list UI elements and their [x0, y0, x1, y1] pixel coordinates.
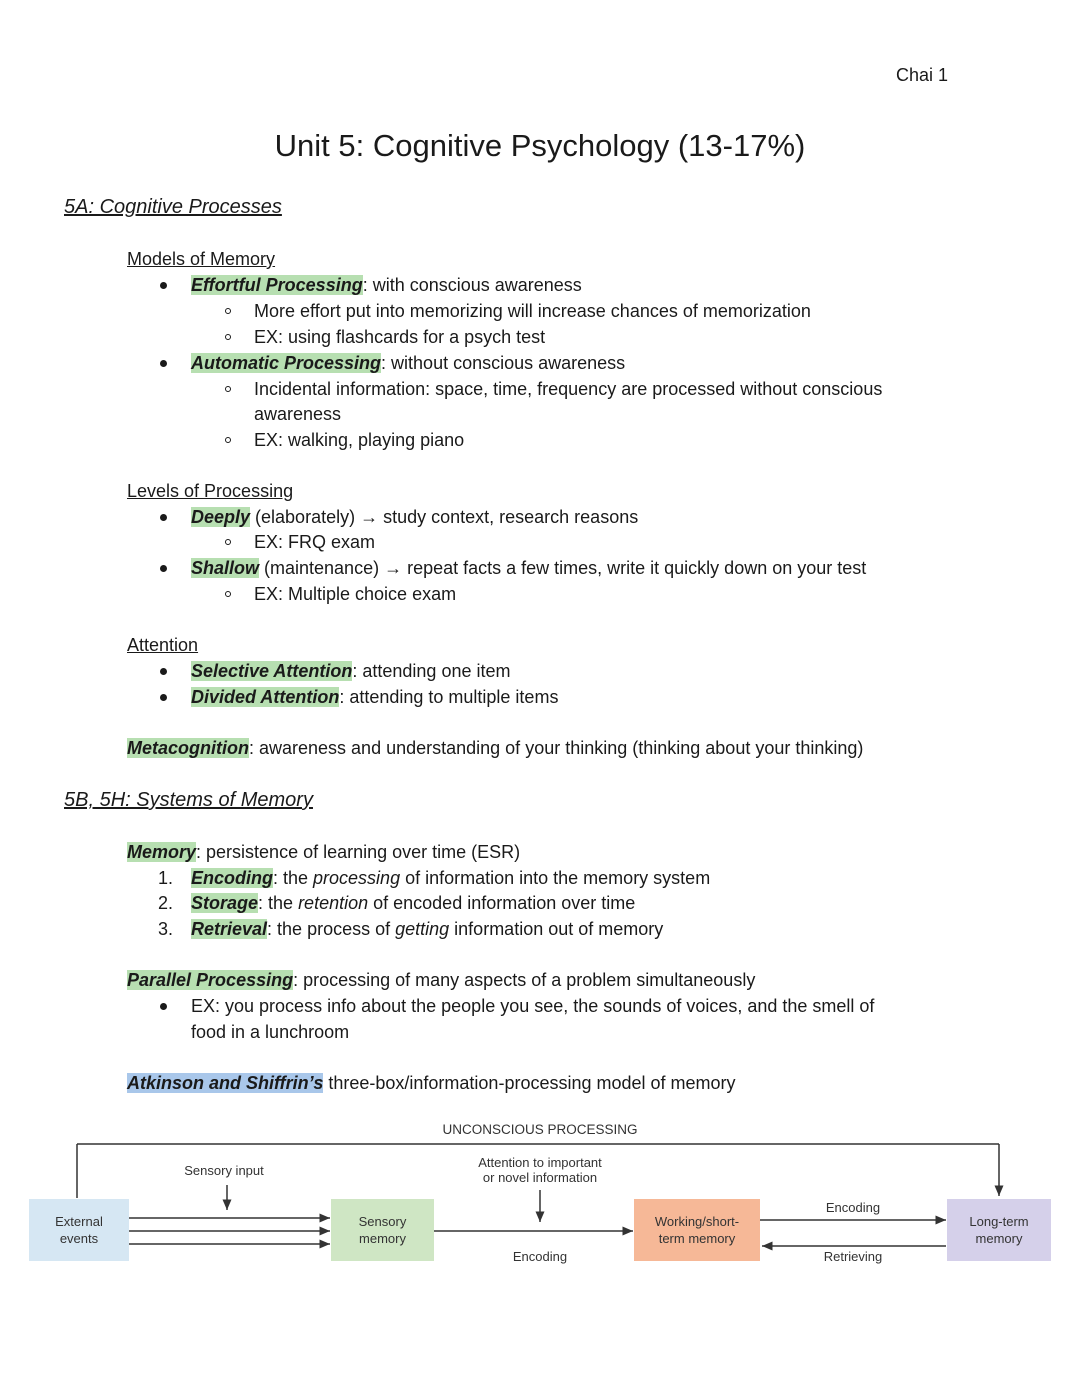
- sensory-memory-box: [331, 1199, 434, 1261]
- long-term-memory-box: [947, 1199, 1051, 1261]
- sub-bullet: [225, 437, 231, 443]
- unconscious-processing-label: UNCONSCIOUS PROCESSING: [442, 1122, 638, 1137]
- automatic-processing-item: [191, 353, 625, 374]
- storage-step: [191, 893, 635, 914]
- page-title: Unit 5: Cognitive Psychology (13-17%): [274, 128, 806, 163]
- automatic-processing-term: Automatic Processing: [191, 353, 382, 373]
- memory-model-diagram: [0, 1110, 1080, 1290]
- effortful-sub-2: EX: using flashcards for a psych test: [254, 327, 546, 347]
- deeply-term: Deeply: [191, 507, 251, 527]
- shallow-term: Shallow: [191, 558, 260, 578]
- automatic-sub-1-line-1: Incidental information: space, time, frequency are processed without conscious: [254, 379, 883, 399]
- sensory-input-label: Sensory input: [184, 1163, 264, 1178]
- bullet: [160, 668, 167, 675]
- shallow-item: [191, 558, 866, 579]
- storage-ital: retention: [298, 893, 369, 913]
- effortful-processing-def: : with conscious awareness: [362, 275, 582, 295]
- memory-def: : persistence of learning over time (ESR): [196, 842, 521, 862]
- divided-attention-def: : attending to multiple items: [339, 687, 559, 707]
- encoding-top-label: Encoding: [825, 1200, 881, 1215]
- retrieval-ital: getting: [395, 919, 450, 939]
- bullet: [160, 282, 167, 289]
- section-heading-5b: 5B, 5H: Systems of Memory: [64, 789, 313, 811]
- bullet: [160, 1003, 167, 1010]
- bullet: [160, 360, 167, 367]
- storage-post: of encoded information over time: [368, 893, 636, 913]
- metacognition-term: Metacognition: [127, 738, 249, 758]
- models-of-memory-heading: Models of Memory: [127, 249, 276, 269]
- sub-bullet: [225, 539, 231, 545]
- divided-attention-item: [191, 687, 558, 708]
- metacognition-item: [127, 738, 863, 759]
- parallel-processing-item: [127, 970, 755, 991]
- retrieval-pre: : the process of: [267, 919, 396, 939]
- deeply-item: [191, 507, 638, 528]
- encoding-post: of information into the memory system: [400, 868, 711, 888]
- attention-label: Attention to important or novel information: [478, 1155, 602, 1185]
- encoding-term: Encoding: [191, 868, 273, 888]
- page-number-label: Chai 1: [896, 65, 949, 85]
- attention-heading: Attention: [127, 635, 199, 655]
- parallel-processing-def: : processing of many aspects of a problem simultaneously: [293, 970, 756, 990]
- encoding-step: [191, 868, 710, 889]
- working-memory-label: Working/short- term memory: [654, 1214, 740, 1246]
- automatic-sub-1-line-2: awareness: [254, 404, 342, 424]
- metacognition-def: : awareness and understanding of your thinking (thinking about your thinking): [249, 738, 864, 758]
- encoding-ital: processing: [313, 868, 401, 888]
- sub-bullet: [225, 591, 231, 597]
- atkinson-shiffrin-term: Atkinson and Shiffrin’s: [127, 1073, 324, 1093]
- bullet: [160, 514, 167, 521]
- long-term-memory-label: Long-term memory: [969, 1214, 1029, 1246]
- parallel-example-line-1: EX: you process info about the people you see, the sounds of voices, and the smell of: [191, 996, 875, 1016]
- sensory-memory-label: Sensory memory: [358, 1214, 407, 1246]
- parallel-processing-term: Parallel Processing: [127, 970, 294, 990]
- selective-attention-def: : attending one item: [352, 661, 511, 681]
- external-events-box: [29, 1199, 129, 1261]
- retrieval-term: Retrieval: [191, 919, 268, 939]
- encoding-pre: : the: [273, 868, 314, 888]
- effortful-sub-1: More effort put into memorizing will increase chances of memorization: [254, 301, 811, 321]
- deeply-sub: EX: FRQ exam: [254, 532, 376, 552]
- section-heading-5a: 5A: Cognitive Processes: [64, 196, 282, 218]
- effortful-processing-term: Effortful Processing: [191, 275, 363, 295]
- retrieving-label: Retrieving: [823, 1249, 883, 1264]
- divided-attention-term: Divided Attention: [191, 687, 340, 707]
- atkinson-shiffrin-item: [127, 1073, 736, 1094]
- deeply-def: (elaborately) → study context, research reasons: [250, 507, 639, 527]
- step-number: 3.: [158, 919, 174, 939]
- parallel-example-line-2: food in a lunchroom: [191, 1022, 350, 1042]
- atkinson-shiffrin-def: three-box/information-processing model of memory: [323, 1073, 736, 1093]
- external-events-label: External events: [55, 1214, 103, 1246]
- encoding-bottom-label: Encoding: [512, 1249, 568, 1264]
- sub-bullet: [225, 334, 231, 340]
- sub-bullet: [225, 308, 231, 314]
- shallow-sub: EX: Multiple choice exam: [254, 584, 457, 604]
- bullet: [160, 694, 167, 701]
- storage-term: Storage: [191, 893, 259, 913]
- storage-pre: : the: [258, 893, 299, 913]
- retrieval-post: information out of memory: [449, 919, 664, 939]
- step-number: 1.: [158, 868, 174, 888]
- sub-bullet: [225, 386, 231, 392]
- selective-attention-term: Selective Attention: [191, 661, 353, 681]
- bullet: [160, 565, 167, 572]
- shallow-def: (maintenance) → repeat facts a few times, write it quickly down on your test: [259, 558, 867, 578]
- levels-of-processing-heading: Levels of Processing: [127, 481, 294, 501]
- effortful-processing-item: [191, 275, 582, 296]
- step-number: 2.: [158, 893, 174, 913]
- retrieval-step: [191, 919, 663, 940]
- working-memory-box: [634, 1199, 760, 1261]
- automatic-processing-def: : without conscious awareness: [381, 353, 626, 373]
- memory-item: [127, 842, 520, 863]
- memory-term: Memory: [127, 842, 197, 862]
- automatic-sub-2: EX: walking, playing piano: [254, 430, 465, 450]
- selective-attention-item: [191, 661, 510, 682]
